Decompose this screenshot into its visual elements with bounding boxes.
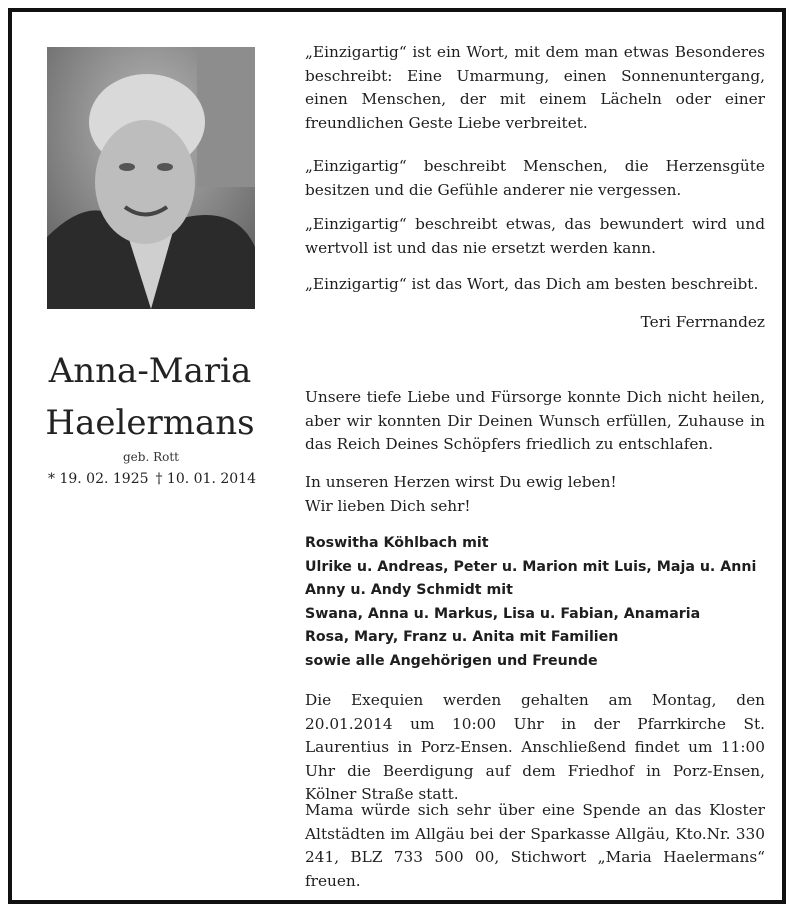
family-line: Rosa, Mary, Franz u. Anita mit Familien (305, 629, 619, 646)
death-date: † 10. 01. 2014 (155, 471, 256, 487)
service-info: Die Exequien werden gehalten am Montag, den 20.01.2014 um 10:00 Uhr in der Pfarrkirche St. Laurentius in Porz-Ensen. Anschließend findet um 11:00 Uhr die Beerdigung auf dem Friedhof in Porz-Ensen, Kölner Straße statt. (305, 691, 765, 804)
birth-name: geb. Rott (123, 450, 179, 464)
heart-line: Wir lieben Dich sehr! (305, 496, 471, 515)
quote-paragraph: „Einzigartig“ beschreibt Menschen, die Herzensgüte besitzen und die Gefühle anderer nie vergessen. (305, 157, 765, 199)
love-message: Unsere tiefe Liebe und Fürsorge konnte Dich nicht heilen, aber wir konnten Dir Deinen Wunsch erfüllen, Zuhause in das Reich Deines Schöpfers friedlich zu entschlafen. (305, 388, 765, 454)
family-line: Roswitha Köhlbach mit (305, 535, 489, 551)
deceased-first-name: Anna-Maria (48, 351, 252, 391)
family-list (305, 532, 765, 674)
family-line: Anny u. Andy Schmidt mit (305, 582, 513, 599)
heart-line: In unseren Herzen wirst Du ewig leben! (305, 473, 617, 491)
family-line: sowie alle Angehörigen und Freunde (305, 652, 598, 669)
birth-date: * 19. 02. 1925 (48, 471, 149, 487)
quote-paragraph: „Einzigartig“ beschreibt etwas, das bewundert wird und wertvoll ist und das nie ersetzt werden kann. (305, 215, 765, 257)
family-line: Ulrike u. Andreas, Peter u. Marion mit Luis, Maja u. Anni (305, 558, 757, 575)
quote-paragraph: „Einzigartig“ ist das Wort, das Dich am besten beschreibt. (305, 275, 759, 293)
quote-author: Teri Ferrnandez (640, 313, 765, 331)
portrait-photo (47, 47, 255, 309)
family-line: Swana, Anna u. Markus, Lisa u. Fabian, Anamaria (305, 605, 701, 622)
life-dates (48, 471, 256, 487)
donation-info: Mama würde sich sehr über eine Spende an das Kloster Altstädten im Allgäu bei der Sparkasse Allgäu, Kto.Nr. 330 241, BLZ 733 500 00, Stichwort „Maria Haelermans“ freuen. (305, 801, 765, 890)
quote-paragraph: „Einzigartig“ ist ein Wort, mit dem man etwas Besonderes beschreibt: Eine Umarmung, einen Sonnenuntergang, einen Menschen, der mit einem Lächeln oder einer freundlichen Geste Liebe verbreitet. (305, 43, 765, 132)
deceased-last-name: Haelermans (45, 403, 255, 443)
